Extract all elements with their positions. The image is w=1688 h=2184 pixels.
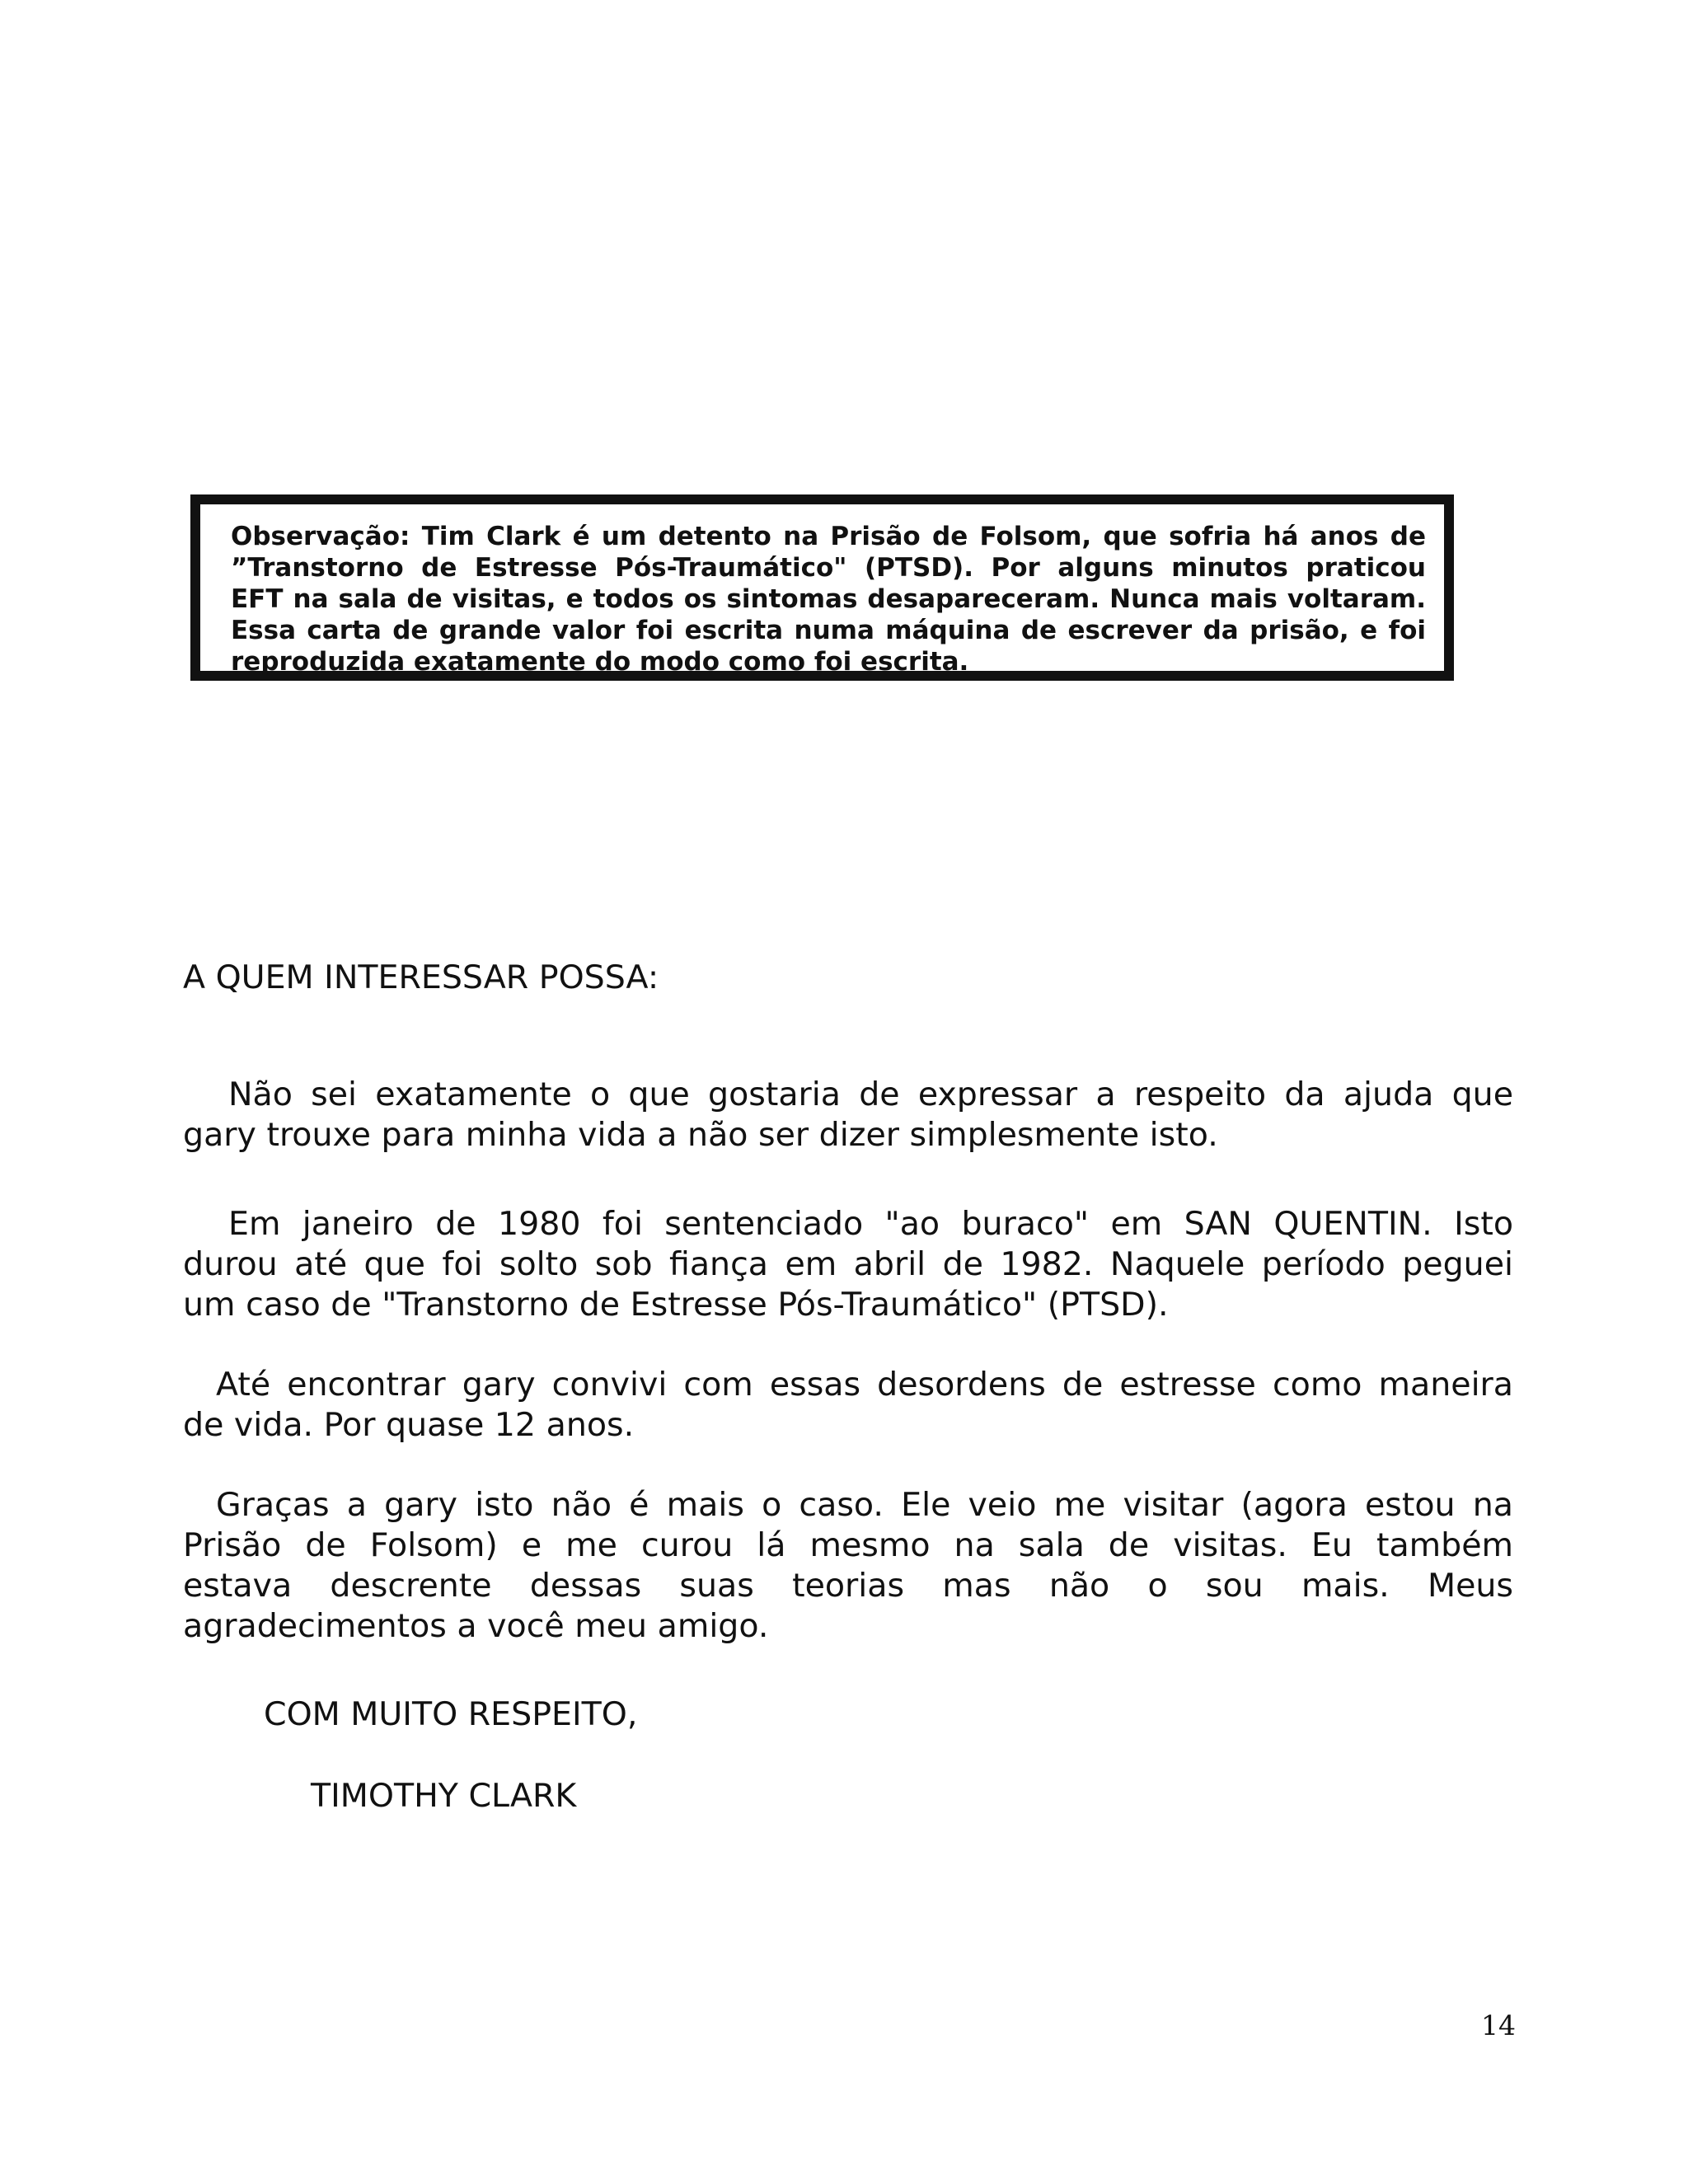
letter-paragraph-line: Prisão de Folsom) e me curou lá mesmo na sala de visitas. Eu também <box>183 1526 1513 1564</box>
letter-paragraph-line: Graças a gary isto não é mais o caso. Ele veio me visitar (agora estou na <box>216 1486 1513 1524</box>
page-number: 14 <box>1481 2009 1516 2041</box>
note-line: Essa carta de grande valor foi escrita numa máquina de escrever da prisão, e foi <box>231 616 1426 645</box>
note-line: ”Transtorno de Estresse Pós-Traumático" (PTSD). Por alguns minutos praticou <box>231 553 1426 583</box>
letter-paragraph-line: agradecimentos a você meu amigo. <box>183 1607 769 1645</box>
letter-salutation: A QUEM INTERESSAR POSSA: <box>183 958 659 996</box>
note-line: reproduzida exatamente do modo como foi escrita. <box>231 647 969 677</box>
letter-paragraph-line: Não sei exatamente o que gostaria de expressar a respeito da ajuda que <box>228 1076 1513 1113</box>
note-line: EFT na sala de visitas, e todos os sintomas desapareceram. Nunca mais voltaram. <box>231 584 1426 614</box>
note-box <box>190 494 1454 681</box>
letter-paragraph-line: Em janeiro de 1980 foi sentenciado "ao buraco" em SAN QUENTIN. Isto <box>228 1205 1513 1243</box>
letter-signature: TIMOTHY CLARK <box>311 1777 577 1815</box>
letter-closing: COM MUITO RESPEITO, <box>264 1695 638 1733</box>
letter-paragraph-line: um caso de "Transtorno de Estresse Pós-Traumático" (PTSD). <box>183 1286 1169 1324</box>
note-line: Observação: Tim Clark é um detento na Prisão de Folsom, que sofria há anos de <box>231 522 1426 551</box>
letter-paragraph-line: gary trouxe para minha vida a não ser dizer simplesmente isto. <box>183 1116 1218 1154</box>
letter-paragraph-line: estava descrente dessas suas teorias mas não o sou mais. Meus <box>183 1567 1513 1605</box>
letter-paragraph-line: Até encontrar gary convivi com essas desordens de estresse como maneira <box>216 1366 1513 1404</box>
letter-paragraph-line: de vida. Por quase 12 anos. <box>183 1406 635 1444</box>
letter-paragraph-line: durou até que foi solto sob fiança em abril de 1982. Naquele período peguei <box>183 1245 1513 1283</box>
